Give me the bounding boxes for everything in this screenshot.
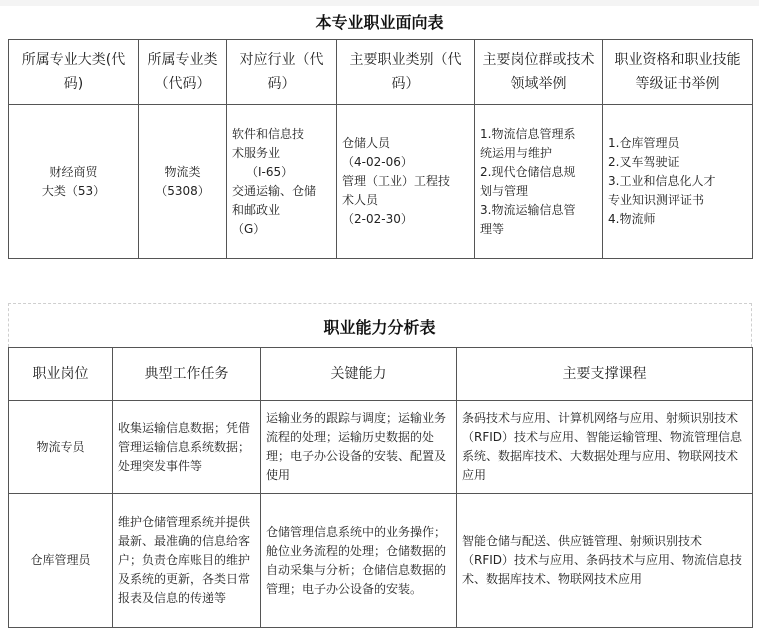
cell-position: 仓库管理员 <box>9 494 113 628</box>
ability-table-title: 职业能力分析表 <box>323 318 436 337</box>
header-major-category: 所属专业大类(代码) <box>9 40 139 105</box>
cell-tasks: 维护仓储管理系统并提供最新、最准确的信息给客户；负责仓库账目的维护及系统的更新，各类日常报表及信息的传递等 <box>113 494 261 628</box>
cell-certificates: 1.仓库管理员 2.叉车驾驶证 3.工业和信息化人才 专业知识测评证书 4.物流师 <box>603 105 753 259</box>
table-row <box>9 401 753 494</box>
cell-major-class: 物流类 （5308） <box>139 105 227 259</box>
cell-abilities: 运输业务的跟踪与调度；运输业务流程的处理；运输历史数据的处理；电子办公设备的安装、配置及使用 <box>261 401 457 494</box>
table-row <box>9 494 753 628</box>
cell-positions: 1.物流信息管理系 统运用与维护 2.现代仓储信息规 划与管理 3.物流运输信息管 理等 <box>475 105 603 259</box>
cell-major-category: 财经商贸 大类（53） <box>9 105 139 259</box>
cell-courses: 条码技术与应用、计算机网络与应用、射频识别技术（RFID）技术与应用、智能运输管理、物流管理信息系统、数据库技术、大数据处理与应用、物联网技术应用 <box>457 401 753 494</box>
header-industry: 对应行业（代码） <box>227 40 337 105</box>
cell-occupation: 仓储人员 （4-02-06） 管理（工业）工程技 术人员 （2-02-30） <box>337 105 475 259</box>
header-position: 职业岗位 <box>9 348 113 401</box>
cell-courses: 智能仓储与配送、供应链管理、射频识别技术（RFID）技术与应用、条码技术与应用、物流信息技术、数据库技术、物联网技术应用 <box>457 494 753 628</box>
header-courses: 主要支撑课程 <box>457 348 753 401</box>
ability-analysis-table <box>8 347 753 628</box>
header-tasks: 典型工作任务 <box>113 348 261 401</box>
header-abilities: 关键能力 <box>261 348 457 401</box>
cell-abilities: 仓储管理信息系统中的业务操作；舱位业务流程的处理；仓储数据的自动采集与分析；仓储信息数据的管理；电子办公设备的安装。 <box>261 494 457 628</box>
header-certificates: 职业资格和职业技能等级证书举例 <box>603 40 753 105</box>
top-edge-shade <box>0 0 759 6</box>
cell-industry: 软件和信息技 术服务业 （I-65） 交通运输、仓储 和邮政业 （G） <box>227 105 337 259</box>
occupation-table-title: 本专业职业面向表 <box>315 13 444 32</box>
header-positions: 主要岗位群或技术领域举例 <box>475 40 603 105</box>
table-header-row <box>9 40 753 105</box>
occupation-orientation-table <box>8 39 753 259</box>
header-major-class: 所属专业类（代码） <box>139 40 227 105</box>
cell-position: 物流专员 <box>9 401 113 494</box>
table-row <box>9 105 753 259</box>
table-header-row <box>9 348 753 401</box>
header-occupation: 主要职业类别（代码） <box>337 40 475 105</box>
cell-tasks: 收集运输信息数据；凭借管理运输信息系统数据；处理突发事件等 <box>113 401 261 494</box>
